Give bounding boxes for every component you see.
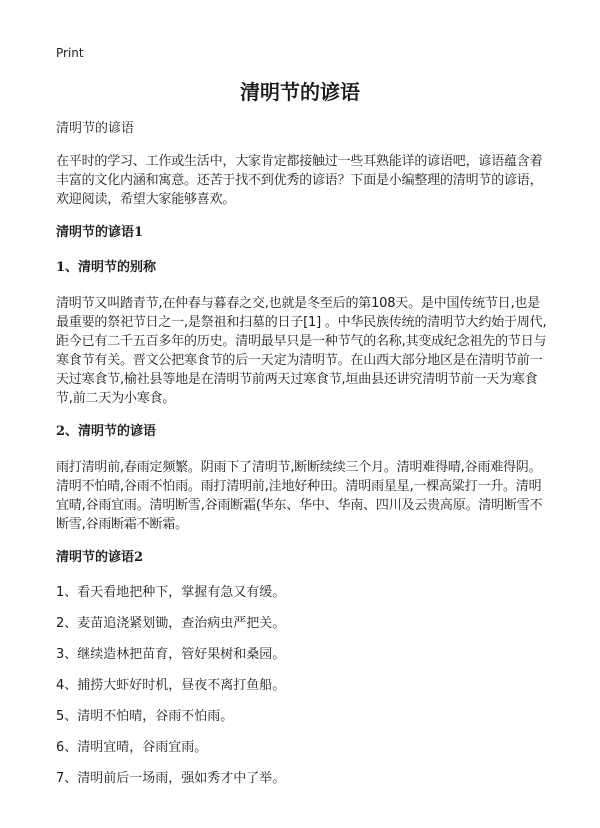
list-item: 7、清明前后一场雨，强如秀才中了举。	[56, 771, 286, 786]
intro-paragraph: 在平时的学习、工作或生活中，大家肯定都接触过一些耳熟能详的谚语吧，谚语蕴含着丰富的文化内涵和寓意。还苦于找不到优秀的谚语？下面是小编整理的清明节的谚语，欢迎阅读，希望大家能够喜欢。	[56, 154, 543, 207]
section-2-heading: 清明节的谚语2	[56, 550, 144, 565]
list-item: 3、继续造林把苗育，管好果树和桑园。	[56, 647, 286, 662]
list-item: 2、麦苗追浇紧划锄，查治病虫严把关。	[56, 616, 286, 631]
list-item: 1、看天看地把种下，掌握有急又有缓。	[56, 585, 286, 600]
section-1-heading: 清明节的谚语1	[56, 225, 144, 240]
list-item: 6、清明宜晴，谷雨宜雨。	[56, 740, 208, 755]
list-item: 4、捕捞大虾好时机，昼夜不离打鱼船。	[56, 678, 286, 693]
subsection-2-paragraph: 雨打清明前,春雨定频繁。阴雨下了清明节,断断续续三个月。清明难得晴,谷雨难得阴。清明不怕晴,谷雨不怕雨。雨打清明前,洼地好种田。清明雨星星,一棵高粱打一升。清明宜晴,谷雨宜雨。清明断雪,谷雨断霜(华东、华中、华南、四川及云贵高原。清明断雪不断雪,谷雨断霜不断霜。	[56, 460, 543, 532]
print-link[interactable]: Print	[56, 46, 84, 60]
page-title: 清明节的谚语	[240, 80, 360, 104]
list-item: 5、清明不怕晴，谷雨不怕雨。	[56, 709, 234, 724]
subsection-2-heading: 2、清明节的谚语	[56, 424, 157, 439]
document-subtitle: 清明节的谚语	[56, 121, 135, 136]
subsection-1-heading: 1、清明节的别称	[56, 260, 157, 275]
document-body	[56, 120, 548, 801]
subsection-1-paragraph: 清明节又叫踏青节,在仲春与暮春之交,也就是冬至后的第108天。是中国传统节日,也是最重要的祭祀节日之一,是祭祖和扫墓的日子[1] 。中华民族传统的清明节大约始于周代,距今已有二千五百多年的历史。清明最早只是一种节气的名称,其变成纪念祖先的节日与寒食节有关。晋文公把寒食节的后一天定为清明节。在山西大部分地区是在清明节前一天过寒食节,榆社县等地是在清明节前两天过寒食节,垣曲县还讲究清明节前一天为寒食节,前二天为小寒食。	[56, 296, 547, 406]
